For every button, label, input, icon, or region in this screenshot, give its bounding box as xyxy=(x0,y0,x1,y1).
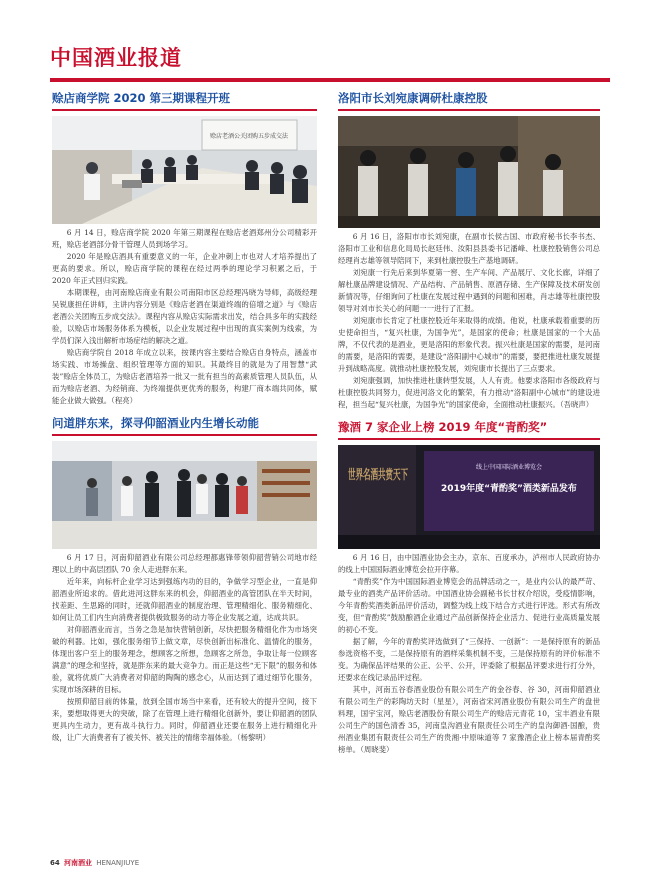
magazine-name-cn: 河南酒业 xyxy=(63,859,92,867)
supermarket-photo xyxy=(52,441,317,549)
paragraph: 2020 年是赊店酒具有重要意义的一年，企业冲刺上市也对人才培养提出了更高的要求。所以，赊店商学院的课程在经过两季的理论学习积累之后，于 2020 年正式回归实践。 xyxy=(52,252,317,285)
paragraph: 赊店商学院自 2018 年成立以来，按课内容主要结合赊店自身特点，涵盖市场实践、市场操盘、组织管理等方面的知识。其最终目的就是为了用智慧“武装”赊店全体员工，为赊店老酒培养一批又一批有担当的高素质管理人员队伍，从而为赊店老酒、为经销商、为终端提供更优秀的服务，构建厂商本端共同体，赋能企业做大做强。（程亮） xyxy=(52,348,317,405)
article-title: 豫酒 7 家企业上榜 2019 年度“青酌奖” xyxy=(338,417,600,440)
article-body xyxy=(52,227,317,407)
article-title: 赊店商学院 2020 第三期课程开班 xyxy=(52,88,317,111)
inspection-photo xyxy=(338,116,600,228)
stage-text: 世界名酒共赏天下 xyxy=(348,468,453,483)
paragraph: 刘宛康市长肯定了杜康控股近年来取得的成绩。他说，杜康承载着重要的历史使命担当，“复兴杜康，为国争光”，是国家的使命；杜康是国家的一个大品牌，不仅代表的是酒业，更是洛阳的形象代表。振兴杜康是国家的需要，是河南的需要，是洛阳的需要，是建设“洛阳副中心城市”的需要，要把推进杜康发展提升到战略高度。就推动杜康控股发展，刘宛康市长提出了三点要求。 xyxy=(338,316,600,373)
article-title: 洛阳市长刘宛康调研杜康控股 xyxy=(338,88,600,111)
left-column xyxy=(52,88,317,744)
article-body xyxy=(52,552,317,744)
page-number: 64 xyxy=(50,859,60,867)
article-yangshao xyxy=(52,413,317,744)
paragraph: 刘宛康一行先后来到华夏第一窖、生产车间、产品展厅、文化长廊，详细了解杜康品牌建设情况、产品结构、产品销售、原酒存储、生产保障及技术研发创新情况等，仔细询问了杜康在发展过程中遇到的问题和困难，肖志雄等杜康控股领导对刘市长关心的问题一一进行了汇报。 xyxy=(338,268,600,313)
screen-line-1: 线上中国国际酒业博览会 xyxy=(475,464,543,471)
magazine-name-en: HENANJIUYE xyxy=(96,859,140,867)
right-column xyxy=(338,88,600,756)
paragraph: 6 月 14 日，赊店商学院 2020 年第三期课程在赊店老酒郑州分公司精彩开班，赊店老酒部分骨干管理人员到场学习。 xyxy=(52,228,317,249)
paragraph: “青酌奖”作为中国国际酒业博览会的品牌活动之一，是业内公认的最严苛、最专业的酒类产品评价活动。中国酒业协会副秘书长甘权介绍说，受疫情影响，今年青酌奖酒类新品评价活动，调整为线上线下结合方式进行评选。形式有所改变，但“青酌奖”鼓励酿酒企业通过产品创新保持企业活力、促进行业高质量发展的初心不变。 xyxy=(338,577,600,634)
paragraph: 对仰韶酒业而言，当务之急是加快营销创新，尽快把服务精细化作为市场突破的利器。比如，强化服务细节上做文章，尽快创新出标准化、温情化的服务，体现出客户至上的服务理念，想顾客之所想，急顾客之所急，争取让每一位顾客满意”的理念和坚持，就是胖东来的最大竞争力。而正是这些“无下限”的服务和体验，就将优质广大消费者对仰韶的陶陶的感念心，从而达到了通过细节化服务，实现市场深耕的目标。 xyxy=(52,625,317,694)
page-header xyxy=(50,42,610,82)
article-qingzhuo xyxy=(338,417,600,756)
paragraph: 据了解，今年的青酌奖评选做到了“三保持、一创新”：一是保持原有的新品参选资格不变，二是保持原有的酒样采集机制不变，三是保持原有的评价标准不变。为确保品评结果的公正、公平、公开，评委除了根据品评要求进行打分外，还要求在线记录品评过程。 xyxy=(338,637,600,682)
header-rule xyxy=(50,78,610,82)
page-footer xyxy=(50,858,139,868)
article-shedian xyxy=(52,88,317,407)
paragraph: 近年来，向标杆企业学习达到强练内功的目的，争做学习型企业，一直是仰韶酒业所追求的。借此进河这胖东来的机会，仰韶酒业的高管团队在半天时间，找差距、生思路的同时，还就仰韶酒业的制度治理、管理精细化、服务精细化、如何让员工们内生向消费者提供极致服务的动力等企业发展之道，达成共识。 xyxy=(52,577,317,622)
paragraph: 6 月 16 日，由中国酒业协会主办，京东、百度承办，泸州市人民政府协办的线上中国国际酒业博览会拉开序幕。 xyxy=(338,553,600,574)
paragraph: 6 月 16 日，洛阳市市长刘宛康，在副市长侯古国、市政府秘书长李书杰、洛阳市工业和信息化局局长赵廷伟、汝阳县县委书记潘峰、杜康控股销售公司总经理肖志雄等领导陪同下，来到杜康控股生产基地调研。 xyxy=(338,232,600,265)
article-title: 问道胖东来，探寻仰韶酒业内生增长动能 xyxy=(52,413,317,436)
meeting-banner-text: 赊店老酒公关团购五步成交法 xyxy=(209,133,289,140)
paragraph: 按照仰韶目前的体量，放到全国市场当中来看，还有较大的提升空间，接下来，要想取得更大的突破，除了在管理上进行精细化创新外，要让仰韶酒的团队更具内生动力，更有战斗执行力。同时，仰韶酒业还要在服务上进行精细化升级，让广大消费者有了被关怀、被关注的情绪幸福体验。（杨黎明） xyxy=(52,697,317,742)
paragraph: 本期课程，由河南赊店商业有限公司南阳市区总经理冯晓为导师，高级经理吴锐康担任讲师，主讲内容分别是《赊店老酒在渠道终端的倍增之道》与《赊店老酒公关团购五步成交法》。课程内容从赊店实际需求出发，结合具多年的实践经验，以赊店市场服务体系为模板，以企业发展过程中出现的真实案例为线索，为学员们深入浅出解析市场症结的解决之道。 xyxy=(52,288,317,345)
paragraph: 刘宛康强调，加快推进杜康转型发展，人人有责。他要求洛阳市各级政府与杜康控股共同努力，促进河洛文化的繁荣，有力推动“洛阳副中心城市”的建设进程，担当起“复兴杜康，为国争光”的国家使命，全面推动杜康振兴。（吾晓声） xyxy=(338,376,600,409)
paragraph: 其中，河南五谷春酒业股份有限公司生产的金谷春、谷 30，河南仰韶酒业有限公司生产的彩陶坊天时（星星），河南省宋河酒业股份有限公司生产的盘世料理，国宇宝河，赊店老酒股份有限公司生产的赊店元青花 10，宝丰酒业有限公司生产的国色清香 35，河南皇沟酒业有限责任公司生产的皇沟御酒·国酿，贵州酒业集团有限责任公司生产的贵湘·中原味道等 7 家豫酒企业上榜本届青酌奖榜单。（周晓斐） xyxy=(338,685,600,754)
article-dukang xyxy=(338,88,600,411)
paragraph: 6 月 17 日，河南仰韶酒业有限公司总经理都惠锋带领仰韶营销公司地市经理以上的中高层团队 70 余人走进胖东来。 xyxy=(52,553,317,574)
section-title: 中国酒业报道 xyxy=(50,46,182,70)
article-body xyxy=(338,552,600,756)
screen-line-2: 2019年度“青酌奖”酒类新品发布 xyxy=(441,484,577,494)
award-stage-photo xyxy=(338,445,600,549)
classroom-photo xyxy=(52,116,317,224)
article-body xyxy=(338,231,600,411)
